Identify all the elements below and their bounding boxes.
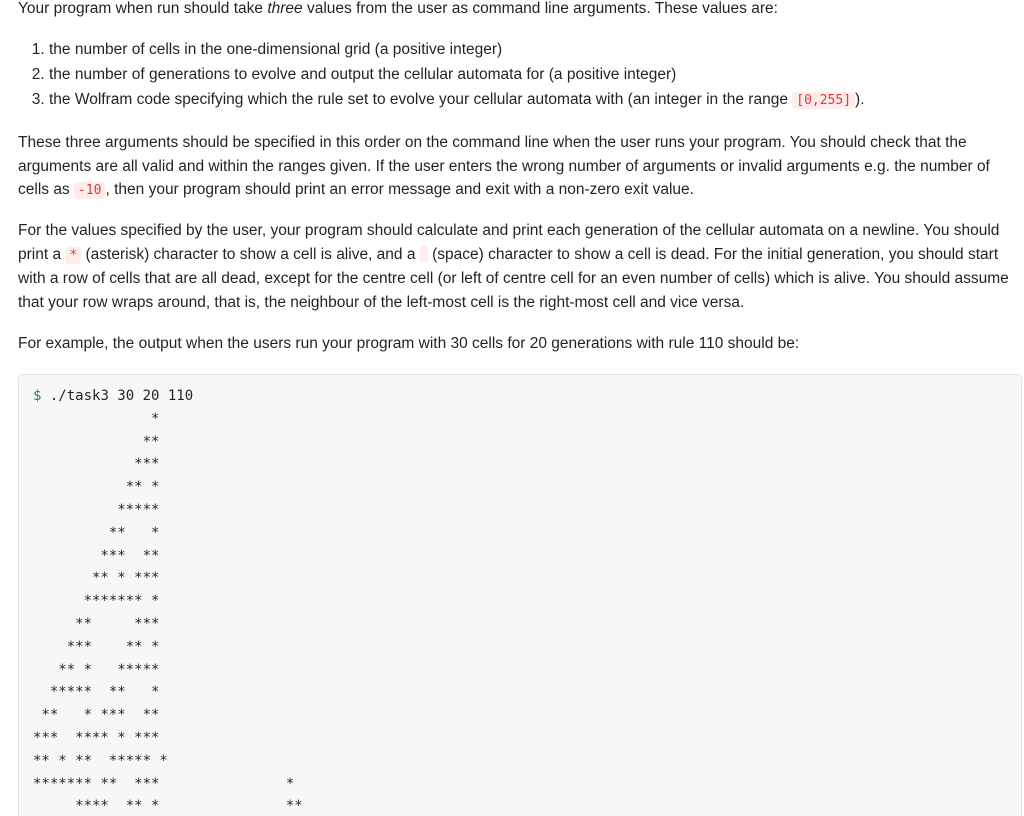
terminal-output [33,385,303,816]
output-line: ** * ***** [33,661,160,678]
arguments-text-start: These three arguments should be specified in this order on the command line when the user runs your program. You should check that the arguments are all valid and within the ranges given. If the user enters the wrong number of arguments or invalid arguments e.g. the number of cells as [18,134,990,198]
output-line: ** * *** ** [33,707,160,724]
output-line: *** [33,456,160,473]
output-line: * [33,410,160,427]
output-line: ** * [33,524,160,541]
output-line: ** *** [33,615,160,632]
arguments-paragraph [18,131,1022,203]
output-line: ** [33,433,160,450]
values-text-end: (space) character to show a cell is dead. For the initial generation, you should start with a row of cells that are all dead, except for the centre cell (or left of centre cell for an even number of cells) which is alive. You should assume that your row wraps around, that is, the neighbour of the left-most cell is the right-most cell and vice versa. [18,245,1009,311]
intro-paragraph [18,0,1018,21]
output-line: ***** ** * [33,684,160,701]
intro-text-end: values from the user as command line arguments. These values are: [302,0,778,17]
list-item [49,62,1009,87]
output-line: ******* * [33,593,160,610]
list-item-text: the number of cells in the one-dimensional grid (a positive integer) [49,41,503,58]
values-text-middle: (asterisk) character to show a cell is alive, and a [81,245,420,263]
list-item-text: the Wolfram code specifying which the rule set to evolve your cellular automata with (an integer in the range [49,91,793,108]
example-paragraph: For example, the output when the users run your program with 30 cells for 20 generations with rule 110 should be: [18,335,800,352]
output-line: ** * ** ***** * [33,752,168,769]
output-line: *** ** * [33,638,160,655]
output-line: *** **** * *** [33,729,160,746]
terminal-output-block [18,374,1022,816]
output-line: ******* ** *** * [33,775,295,792]
intro-emphasis: three [267,0,303,17]
invalid-example-code: -10 [74,182,105,199]
intro-text-start: Your program when run should take [18,0,268,17]
output-line: ** * *** [33,570,160,587]
range-code: [0,255] [792,92,855,109]
values-text-start: For the values specified by the user, your program should calculate and print each generation of the cellular automata on a newline. You should print a [18,222,1000,263]
output-line: *** ** [33,547,160,564]
list-item-text: the number of generations to evolve and output the cellular automata for (a positive integer) [49,66,677,83]
arguments-text-end: , then your program should print an error message and exit with a non-zero exit value. [105,181,694,198]
output-line: ***** [33,501,160,518]
output-line: ** * [33,479,160,496]
values-paragraph [18,219,1022,314]
list-item-text-end: ). [855,91,865,108]
list-item [49,87,1009,113]
terminal-prompt: $ [33,388,42,404]
output-line: **** ** * ** [33,798,303,815]
asterisk-code: * [65,247,81,264]
terminal-command: ./task3 30 20 110 [41,388,194,404]
arguments-list [18,37,1009,113]
list-item [49,37,1009,62]
space-code [420,246,428,262]
